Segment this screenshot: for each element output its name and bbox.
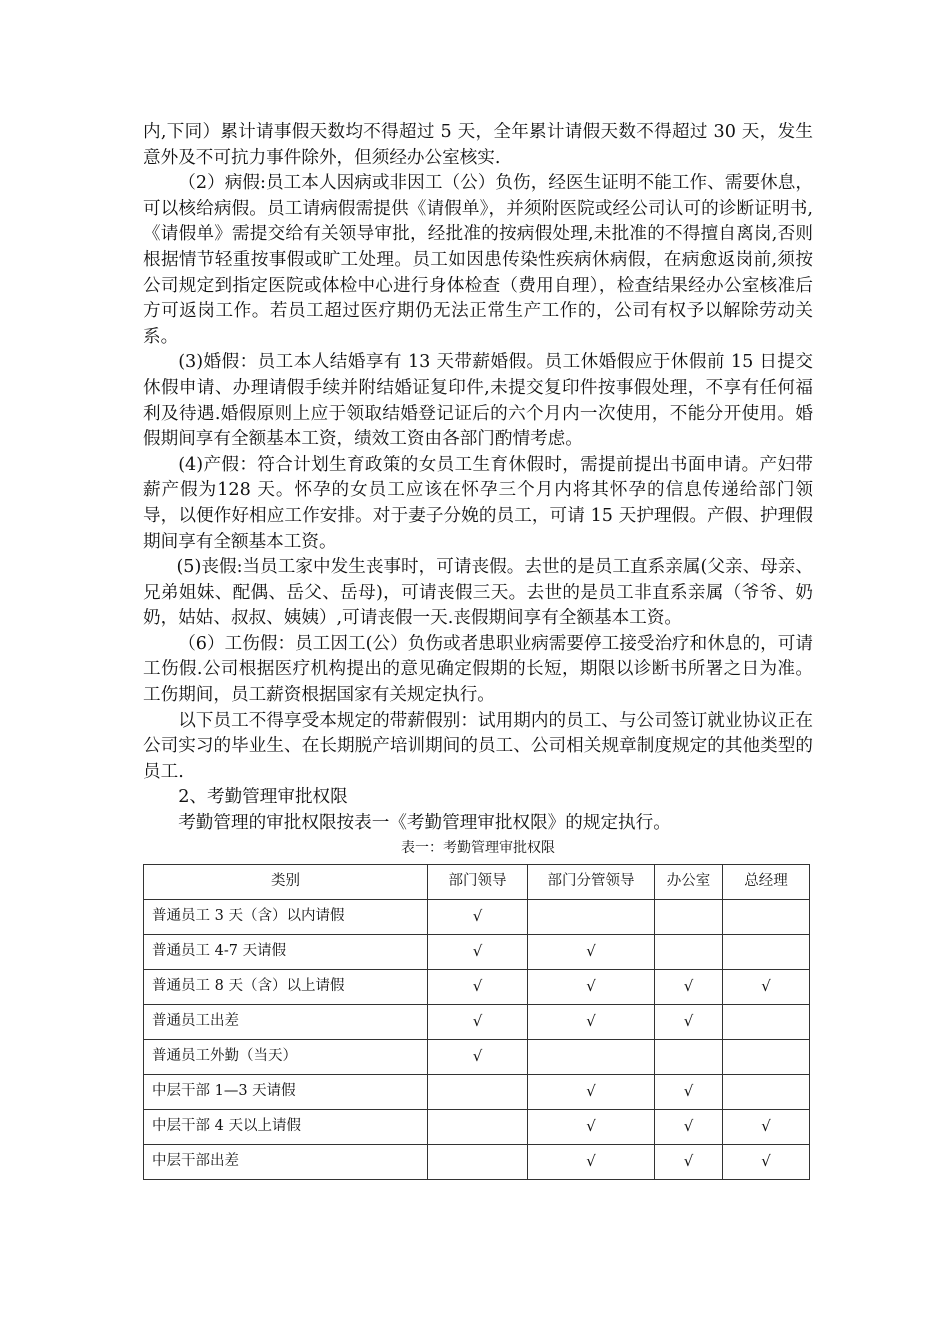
approval-cell-general-manager	[723, 899, 810, 934]
document-body	[143, 120, 813, 1180]
approval-cell-department-leader	[428, 1074, 528, 1109]
approval-cell-supervising-leader	[528, 1039, 655, 1074]
row-category-label: 中层干部出差	[144, 1144, 428, 1179]
approval-cell-office: √	[655, 1074, 723, 1109]
row-category-label: 普通员工 3 天（含）以内请假	[144, 899, 428, 934]
row-category-label: 普通员工外勤（当天）	[144, 1039, 428, 1074]
row-category-label: 中层干部 1—3 天请假	[144, 1074, 428, 1109]
row-category-label: 普通员工出差	[144, 1004, 428, 1039]
approval-cell-office	[655, 899, 723, 934]
row-category-label: 普通员工 8 天（含）以上请假	[144, 969, 428, 1004]
table-row	[144, 1074, 810, 1109]
approval-cell-supervising-leader: √	[528, 1144, 655, 1179]
approval-cell-department-leader: √	[428, 934, 528, 969]
approval-cell-general-manager: √	[723, 969, 810, 1004]
approval-cell-department-leader: √	[428, 899, 528, 934]
table-header-row	[144, 864, 810, 899]
approval-cell-office: √	[655, 1109, 723, 1144]
approval-cell-department-leader	[428, 1109, 528, 1144]
row-category-label: 普通员工 4-7 天请假	[144, 934, 428, 969]
paragraph-sick-leave: （2）病假:员工本人因病或非因工（公）负伤，经医生证明不能工作、需要休息，可以核给病假。员工请病假需提供《请假单》，并须附医院或经公司认可的诊断证明书,《请假单》需提交给有关领导审批，经批准的按病假处理,未批准的不得擅自离岗,否则根据情节轻重按事假或旷工处理。员工如因患传染性疾病休病假，在病愈返岗前,须按公司规定到指定医院或体检中心进行身体检查（费用自理），检查结果经办公室核准后方可返岗工作。若员工超过医疗期仍无法正常生产工作的，公司有权予以解除劳动关系。	[143, 173, 813, 347]
approval-cell-supervising-leader	[528, 899, 655, 934]
table-row	[144, 899, 810, 934]
paragraph-funeral-leave: (5)丧假:当员工家中发生丧事时，可请丧假。去世的是员工直系亲属(父亲、母亲、兄弟姐妹、配偶、岳父、岳母)，可请丧假三天。去世的是员工非直系亲属（爷爷、奶奶，姑姑、叔叔、姨姨）,可请丧假一天.丧假期间享有全额基本工资。	[143, 557, 813, 629]
table-row	[144, 969, 810, 1004]
approval-cell-general-manager	[723, 934, 810, 969]
table-row	[144, 1039, 810, 1074]
approval-cell-department-leader: √	[428, 1004, 528, 1039]
approval-cell-general-manager: √	[723, 1144, 810, 1179]
approval-cell-supervising-leader: √	[528, 1109, 655, 1144]
paragraph-personal-leave-continued: 内,下同）累计请事假天数均不得超过 5 天，全年累计请假天数不得超过 30 天，发生意外及不可抗力事件除外，但须经办公室核实.	[143, 122, 813, 168]
approval-cell-office	[655, 934, 723, 969]
table-body	[144, 899, 810, 1179]
approval-cell-department-leader: √	[428, 1039, 528, 1074]
approval-cell-office	[655, 1039, 723, 1074]
approval-cell-office: √	[655, 1144, 723, 1179]
approval-cell-general-manager	[723, 1039, 810, 1074]
table-row	[144, 1109, 810, 1144]
approval-cell-supervising-leader: √	[528, 934, 655, 969]
approval-authority-table	[143, 864, 810, 1180]
approval-cell-office: √	[655, 969, 723, 1004]
approval-cell-general-manager	[723, 1074, 810, 1109]
table-row	[144, 934, 810, 969]
approval-cell-department-leader	[428, 1144, 528, 1179]
row-category-label: 中层干部 4 天以上请假	[144, 1109, 428, 1144]
approval-cell-supervising-leader: √	[528, 969, 655, 1004]
header-category: 类别	[144, 864, 428, 899]
header-department-leader: 部门领导	[428, 864, 528, 899]
approval-cell-supervising-leader: √	[528, 1004, 655, 1039]
paragraph-marriage-leave: (3)婚假：员工本人结婚享有 13 天带薪婚假。员工休婚假应于休假前 15 日提交休假申请、办理请假手续并附结婚证复印件,未提交复印件按事假处理，不享有任何福利及待遇.婚假原则上应于领取结婚登记证后的六个月内一次使用，不能分开使用。婚假期间享有全额基本工资，绩效工资由各部门酌情考虑。	[143, 352, 813, 450]
approval-cell-general-manager	[723, 1004, 810, 1039]
header-supervising-leader: 部门分管领导	[528, 864, 655, 899]
paragraph-maternity-leave: (4)产假：符合计划生育政策的女员工生育休假时，需提前提出书面申请。产妇带薪产假为128 天。怀孕的女员工应该在怀孕三个月内将其怀孕的信息传递给部门领导，以便作好相应工作安排。对于妻子分娩的员工，可请 15 天护理假。产假、护理假期间享有全额基本工资。	[143, 454, 813, 552]
header-office: 办公室	[655, 864, 723, 899]
approval-cell-department-leader: √	[428, 969, 528, 1004]
table-row	[144, 1144, 810, 1179]
paragraph-work-injury-leave: （6）工伤假：员工因工(公）负伤或者患职业病需要停工接受治疗和休息的，可请工伤假.公司根据医疗机构提出的意见确定假期的长短，期限以诊断书所署之日为准。工伤期间，员工薪资根据国家有关规定执行。	[143, 633, 813, 706]
approval-cell-office: √	[655, 1004, 723, 1039]
table-caption: 表一：考勤管理审批权限	[401, 839, 555, 856]
approval-cell-general-manager: √	[723, 1109, 810, 1144]
paragraph-excluded-employees: 以下员工不得享受本规定的带薪假别：试用期内的员工、与公司签订就业协议正在公司实习的毕业生、在长期脱产培训期间的员工、公司相关规章制度规定的其他类型的员工.	[143, 710, 813, 782]
header-general-manager: 总经理	[723, 864, 810, 899]
table-row	[144, 1004, 810, 1039]
approval-cell-supervising-leader: √	[528, 1074, 655, 1109]
section-heading-approval-authority: 2、考勤管理审批权限	[178, 787, 348, 808]
paragraph-approval-intro: 考勤管理的审批权限按表一《考勤管理审批权限》的规定执行。	[178, 813, 671, 834]
